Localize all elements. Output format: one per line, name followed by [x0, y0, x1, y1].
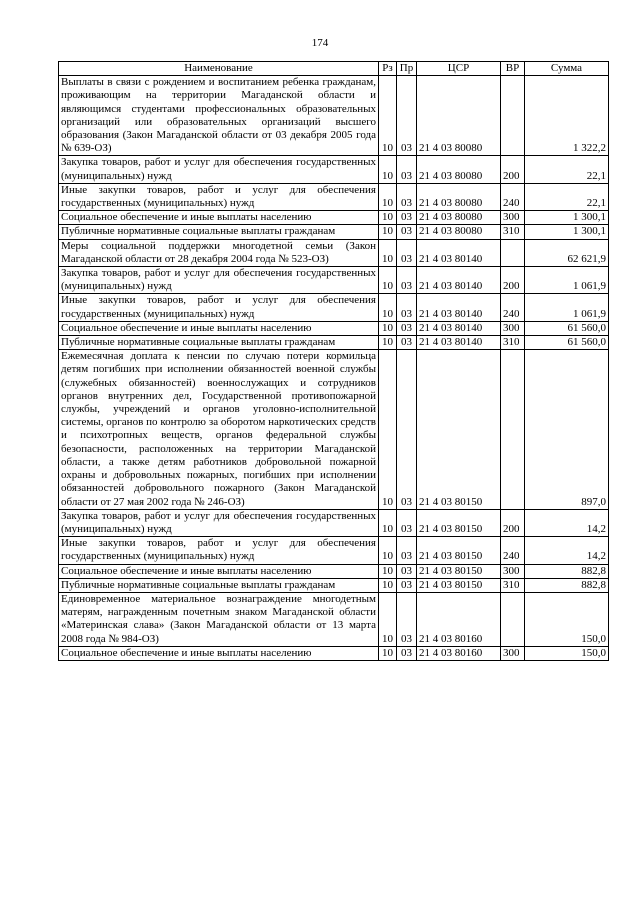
row-csr: 21 4 03 80150	[417, 537, 501, 564]
table-header-row	[59, 62, 609, 76]
row-name: Публичные нормативные социальные выплаты гражданам	[59, 578, 379, 592]
row-csr: 21 4 03 80080	[417, 156, 501, 183]
row-vr: 200	[501, 509, 525, 536]
table-row	[59, 211, 609, 225]
row-csr: 21 4 03 80150	[417, 564, 501, 578]
row-sum: 14,2	[525, 509, 609, 536]
row-csr: 21 4 03 80080	[417, 211, 501, 225]
row-rz: 10	[379, 294, 397, 321]
row-vr	[501, 350, 525, 509]
row-rz: 10	[379, 578, 397, 592]
row-sum: 22,1	[525, 156, 609, 183]
row-pr: 03	[397, 225, 417, 239]
row-sum: 14,2	[525, 537, 609, 564]
row-pr: 03	[397, 183, 417, 210]
row-name: Единовременное материальное вознаграждение многодетным матерям, награжденным почетным знаком Магаданской области «Материнская слава» (Закон Магаданской области от 13 марта 2008 года № 984-ОЗ)	[59, 592, 379, 646]
header-sum: Сумма	[525, 62, 609, 76]
row-name: Меры социальной поддержки многодетной семьи (Закон Магаданской области от 28 декабря 2004 года № 523-ОЗ)	[59, 239, 379, 266]
row-name: Иные закупки товаров, работ и услуг для обеспечения государственных (муниципальных) нужд	[59, 183, 379, 210]
row-sum: 61 560,0	[525, 321, 609, 335]
row-csr: 21 4 03 80150	[417, 578, 501, 592]
row-name: Социальное обеспечение и иные выплаты населению	[59, 321, 379, 335]
row-sum: 1 061,9	[525, 294, 609, 321]
row-rz: 10	[379, 211, 397, 225]
row-pr: 03	[397, 267, 417, 294]
row-pr: 03	[397, 564, 417, 578]
row-sum: 22,1	[525, 183, 609, 210]
row-name: Ежемесячная доплата к пенсии по случаю потери кормильца детям погибших при исполнении обязанностей военной службы (служебных обязанностей) военнослужащих и сотрудников органов внутренних дел, Государственной противопожарной службы, учреждений и органов уголовно-исполнительной системы, органов по контролю за оборотом наркотических средств и психотропных веществ, органов федеральной службы безопасности, расположенных на территории Магаданской области, а также детям работников добровольной пожарной охраны и добровольных пожарных, погибших при исполнении обязанностей добровольного пожарного (Закон Магаданской области от 27 мая 2002 года № 246-ОЗ)	[59, 350, 379, 509]
row-sum: 897,0	[525, 350, 609, 509]
row-csr: 21 4 03 80140	[417, 336, 501, 350]
row-vr: 300	[501, 321, 525, 335]
row-pr: 03	[397, 211, 417, 225]
table-row	[59, 239, 609, 266]
row-pr: 03	[397, 294, 417, 321]
row-name: Иные закупки товаров, работ и услуг для обеспечения государственных (муниципальных) нужд	[59, 537, 379, 564]
header-pr: Пр	[397, 62, 417, 76]
row-name: Закупка товаров, работ и услуг для обеспечения государственных (муниципальных) нужд	[59, 509, 379, 536]
row-sum: 150,0	[525, 646, 609, 660]
row-name: Социальное обеспечение и иные выплаты населению	[59, 211, 379, 225]
row-sum: 62 621,9	[525, 239, 609, 266]
row-csr: 21 4 03 80160	[417, 646, 501, 660]
row-vr: 310	[501, 336, 525, 350]
row-csr: 21 4 03 80150	[417, 350, 501, 509]
row-pr: 03	[397, 537, 417, 564]
row-pr: 03	[397, 592, 417, 646]
row-rz: 10	[379, 564, 397, 578]
row-vr: 200	[501, 267, 525, 294]
row-vr: 240	[501, 183, 525, 210]
row-vr: 240	[501, 537, 525, 564]
row-csr: 21 4 03 80140	[417, 321, 501, 335]
row-sum: 882,8	[525, 578, 609, 592]
row-rz: 10	[379, 239, 397, 266]
row-csr: 21 4 03 80080	[417, 183, 501, 210]
row-pr: 03	[397, 646, 417, 660]
row-vr: 300	[501, 211, 525, 225]
row-rz: 10	[379, 646, 397, 660]
row-pr: 03	[397, 156, 417, 183]
row-csr: 21 4 03 80080	[417, 225, 501, 239]
row-rz: 10	[379, 225, 397, 239]
row-name: Закупка товаров, работ и услуг для обеспечения государственных (муниципальных) нужд	[59, 267, 379, 294]
row-sum: 1 300,1	[525, 211, 609, 225]
table-row	[59, 76, 609, 156]
table-row	[59, 578, 609, 592]
row-sum: 1 322,2	[525, 76, 609, 156]
row-vr: 240	[501, 294, 525, 321]
row-pr: 03	[397, 336, 417, 350]
row-pr: 03	[397, 350, 417, 509]
header-vr: ВР	[501, 62, 525, 76]
row-csr: 21 4 03 80140	[417, 239, 501, 266]
row-csr: 21 4 03 80140	[417, 294, 501, 321]
row-csr: 21 4 03 80080	[417, 76, 501, 156]
header-rz: Рз	[379, 62, 397, 76]
table-row	[59, 267, 609, 294]
table-row	[59, 592, 609, 646]
table-row	[59, 646, 609, 660]
row-pr: 03	[397, 321, 417, 335]
row-pr: 03	[397, 578, 417, 592]
row-vr: 300	[501, 646, 525, 660]
row-pr: 03	[397, 76, 417, 156]
table-row	[59, 564, 609, 578]
row-csr: 21 4 03 80140	[417, 267, 501, 294]
row-csr: 21 4 03 80150	[417, 509, 501, 536]
row-vr: 200	[501, 156, 525, 183]
row-vr	[501, 76, 525, 156]
row-name: Социальное обеспечение и иные выплаты населению	[59, 564, 379, 578]
table-row	[59, 537, 609, 564]
row-name: Социальное обеспечение и иные выплаты населению	[59, 646, 379, 660]
row-rz: 10	[379, 350, 397, 509]
table-row	[59, 294, 609, 321]
row-rz: 10	[379, 76, 397, 156]
row-name: Иные закупки товаров, работ и услуг для обеспечения государственных (муниципальных) нужд	[59, 294, 379, 321]
page-number: 174	[311, 37, 329, 49]
row-sum: 1 061,9	[525, 267, 609, 294]
row-pr: 03	[397, 239, 417, 266]
row-rz: 10	[379, 537, 397, 564]
table-row	[59, 183, 609, 210]
table-row	[59, 350, 609, 509]
row-vr: 310	[501, 578, 525, 592]
row-rz: 10	[379, 183, 397, 210]
row-sum: 882,8	[525, 564, 609, 578]
row-vr: 310	[501, 225, 525, 239]
table-row	[59, 321, 609, 335]
budget-table	[58, 61, 609, 661]
row-csr: 21 4 03 80160	[417, 592, 501, 646]
row-vr	[501, 592, 525, 646]
row-pr: 03	[397, 509, 417, 536]
row-name: Публичные нормативные социальные выплаты гражданам	[59, 225, 379, 239]
row-sum: 61 560,0	[525, 336, 609, 350]
row-rz: 10	[379, 156, 397, 183]
table-row	[59, 509, 609, 536]
header-csr: ЦСР	[417, 62, 501, 76]
row-name: Выплаты в связи с рождением и воспитанием ребенка гражданам, проживающим на территории Магаданской области и являющимся студентами профессиональных образовательных организаций или образовательных организаций высшего образования (Закон Магаданской области от 03 декабря 2005 года № 639-ОЗ)	[59, 76, 379, 156]
row-rz: 10	[379, 267, 397, 294]
row-vr: 300	[501, 564, 525, 578]
table-row	[59, 225, 609, 239]
row-rz: 10	[379, 336, 397, 350]
row-rz: 10	[379, 509, 397, 536]
table-row	[59, 156, 609, 183]
row-sum: 150,0	[525, 592, 609, 646]
row-vr	[501, 239, 525, 266]
header-name: Наименование	[59, 62, 379, 76]
row-sum: 1 300,1	[525, 225, 609, 239]
table-row	[59, 336, 609, 350]
row-rz: 10	[379, 321, 397, 335]
row-rz: 10	[379, 592, 397, 646]
row-name: Закупка товаров, работ и услуг для обеспечения государственных (муниципальных) нужд	[59, 156, 379, 183]
row-name: Публичные нормативные социальные выплаты гражданам	[59, 336, 379, 350]
